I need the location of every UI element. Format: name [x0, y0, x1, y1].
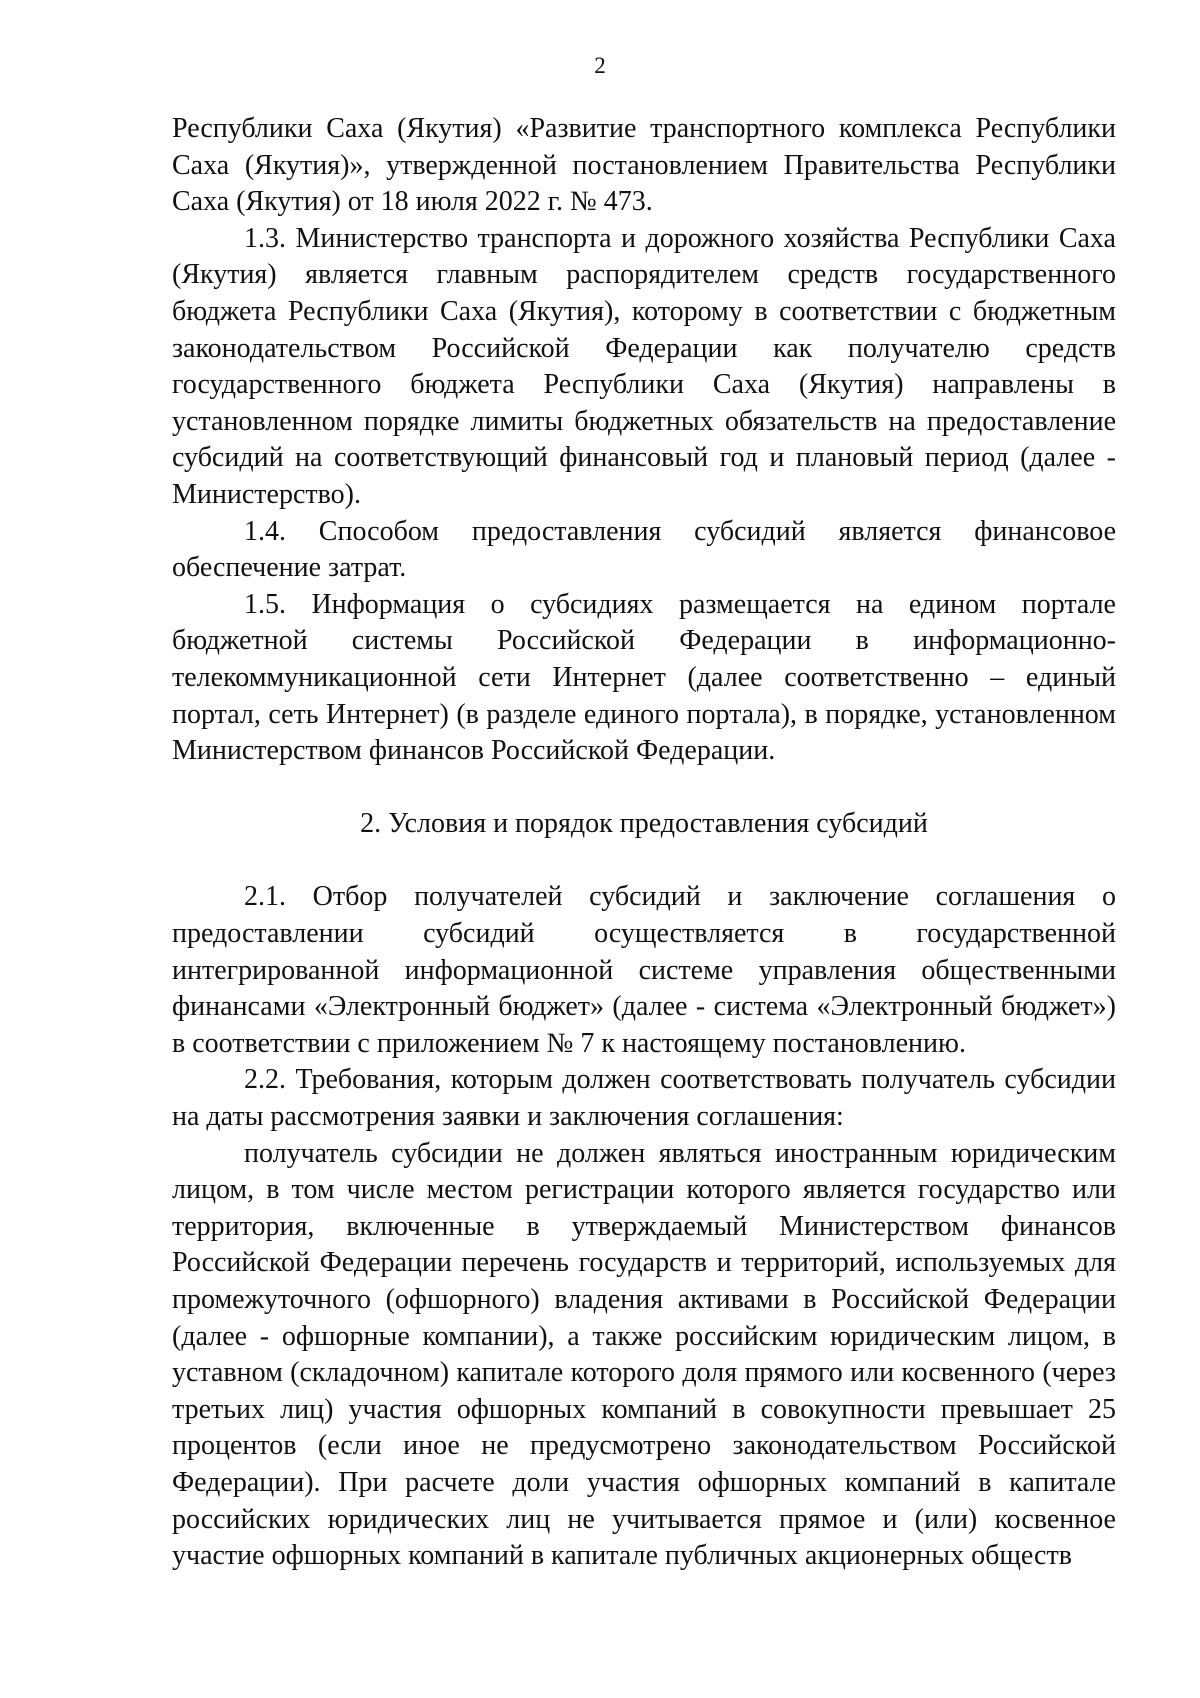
- document-body: [172, 111, 1116, 1575]
- paragraph-2-2: 2.2. Требования, которым должен соответствовать получатель субсидии на даты рассмотрения заявки и заключения соглашения:: [172, 1064, 1116, 1133]
- page-number: 2: [594, 53, 606, 78]
- spacer: [172, 770, 1116, 807]
- spacer: [172, 843, 1116, 880]
- section-heading: 2. Условия и порядок предоставления субсидий: [360, 808, 928, 840]
- paragraph-2-1: 2.1. Отбор получателей субсидий и заключение соглашения о предоставлении субсидий осуществляется в государственной интегрированной информационной системе управления общественными финансами «Электронный бюджет» (далее - система «Электронный бюджет») в соответствии с приложением № 7 к настоящему постановлению.: [172, 881, 1116, 1059]
- paragraph-requirement: получатель субсидии не должен являться иностранным юридическим лицом, в том числе местом регистрации которого является государство или территория, включенные в утверждаемый Министерством финансов Российской Федерации перечень государств и территорий, используемых для промежуточного (офшорного) владения активами в Российской Федерации (далее - офшорные компании), а также российским юридическим лицом, в уставном (складочном) капитале которого доля прямого или косвенного (через третьих лиц) участия офшорных компаний в совокупности превышает 25 процентов (если иное не предусмотрено законодательством Российской Федерации). При расчете доли участия офшорных компаний в капитале российских юридических лиц не учитывается прямое и (или) косвенное участие офшорных компаний в капитале публичных акционерных обществ: [172, 1137, 1116, 1572]
- paragraph-1-5: 1.5. Информация о субсидиях размещается на едином портале бюджетной системы Российской Федерации в информационно-телекоммуникационной сети Интернет (далее соответственно – единый портал, сеть Интернет) (в разделе единого портала), в порядке, установленном Министерством финансов Российской Федерации.: [172, 588, 1116, 767]
- paragraph-continuation: Республики Саха (Якутия) «Развитие транспортного комплекса Республики Саха (Якутия)», утвержденной постановлением Правительства Республики Саха (Якутия) от 18 июля 2022 г. № 473.: [172, 113, 1116, 218]
- paragraph-1-4: 1.4. Способом предоставления субсидий является финансовое обеспечение затрат.: [172, 515, 1116, 584]
- paragraph-1-3: 1.3. Министерство транспорта и дорожного хозяйства Республики Саха (Якутия) является главным распорядителем средств государственного бюджета Республики Саха (Якутия), которому в соответствии с бюджетным законодательством Российской Федерации как получателю средств государственного бюджета Республики Саха (Якутия) направлены в установленном порядке лимиты бюджетных обязательств на предоставление субсидий на соответствующий финансовый год и плановый период (далее - Министерство).: [172, 222, 1116, 510]
